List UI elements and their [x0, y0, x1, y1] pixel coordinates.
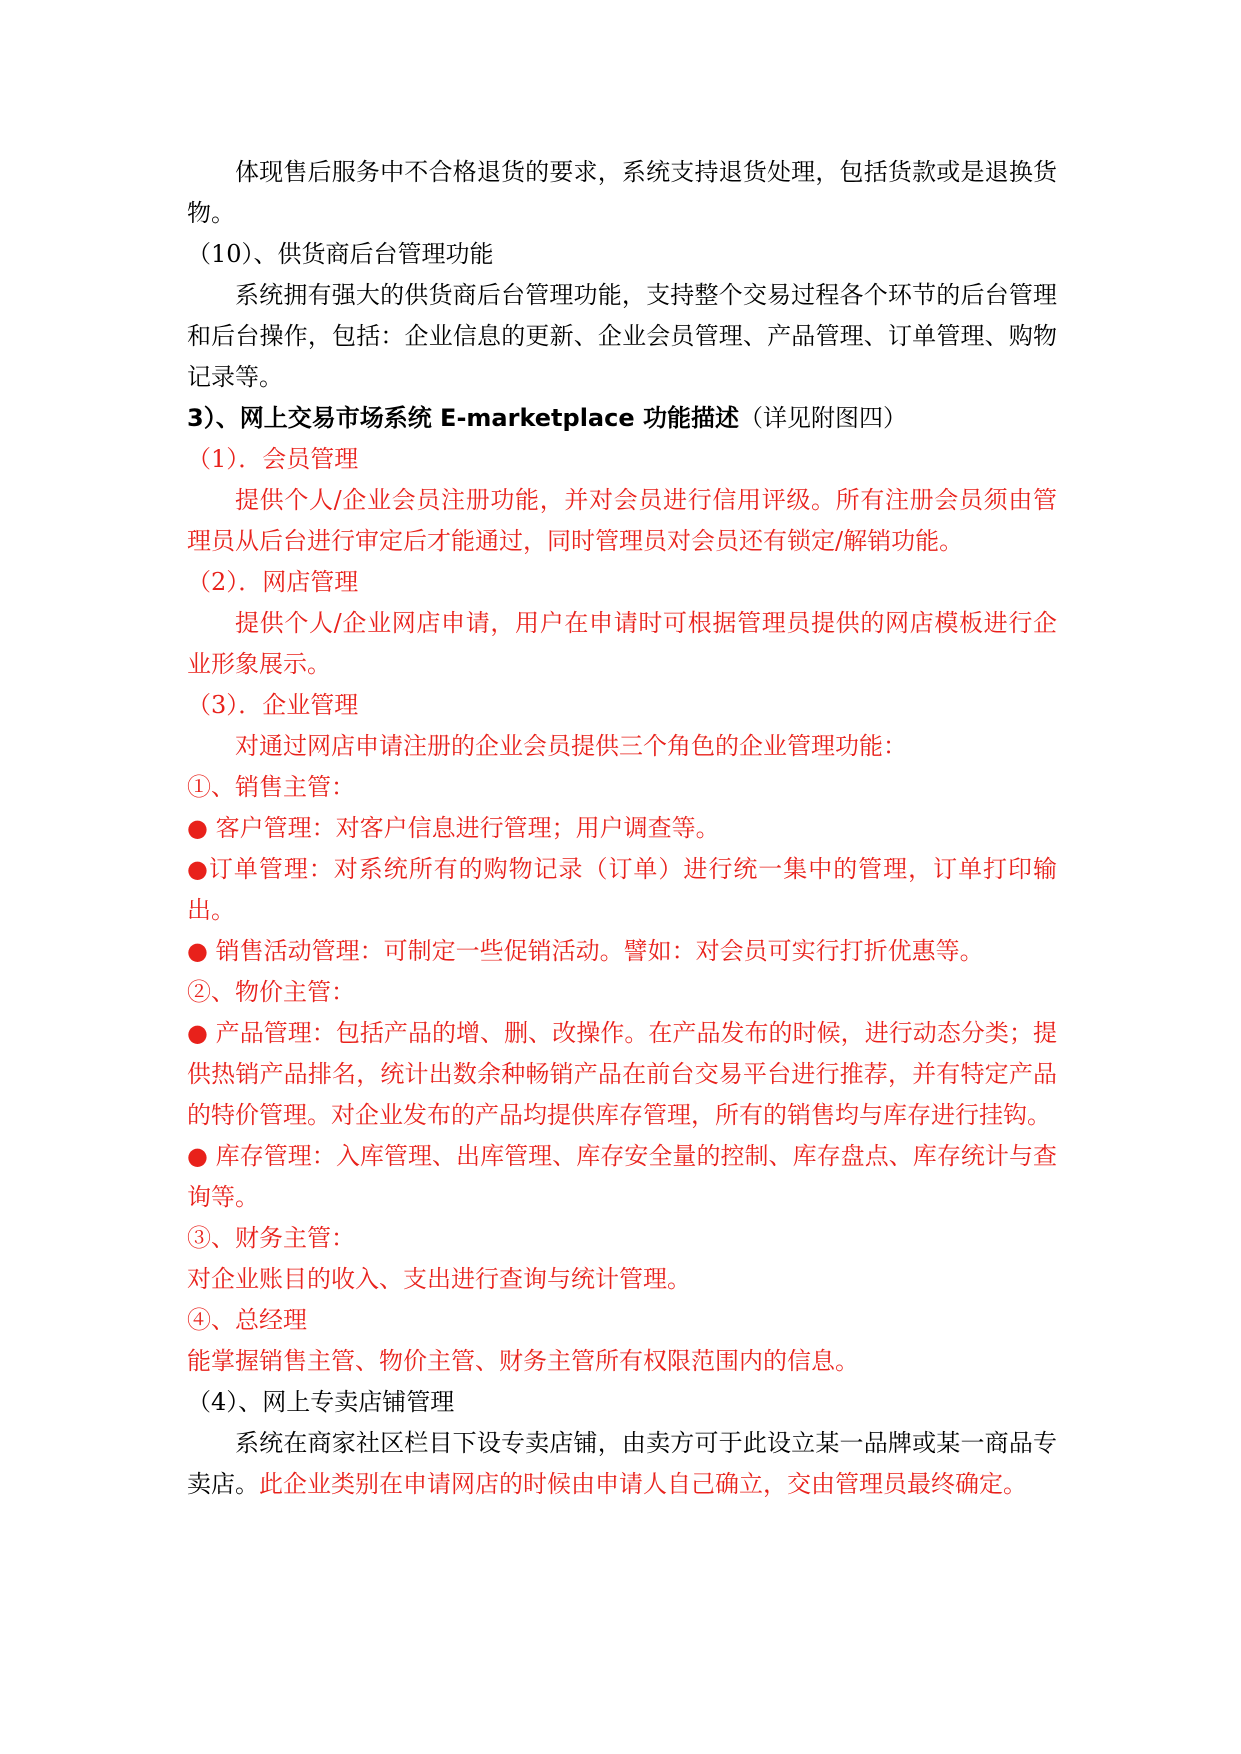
role-finance-manager: ③、财务主管：: [187, 1224, 355, 1252]
heading-e-marketplace-bold: 3）、网上交易市场系统 E-marketplace 功能描述: [187, 404, 739, 432]
paragraph-specialty-store-red: 此企业类别在申请网店的时候由申请人自己确立，交由管理员最终确定。: [259, 1470, 1027, 1498]
paragraph-return-goods: 体现售后服务中不合格退货的要求，系统支持退货处理，包括货款或是退换货物。: [187, 158, 1057, 227]
role-sales-manager: ①、销售主管：: [187, 773, 355, 801]
heading-e-marketplace-note: （详见附图四）: [738, 404, 907, 432]
bullet-order-management: ●订单管理：对系统所有的购物记录（订单）进行统一集中的管理，订单打印输出。: [187, 855, 1057, 924]
bullet-inventory-management: ● 库存管理：入库管理、出库管理、库存安全量的控制、库存盘点、库存统计与查询等。: [187, 1142, 1057, 1211]
bullet-sales-activity: ● 销售活动管理：可制定一些促销活动。譬如：对会员可实行打折优惠等。: [187, 937, 984, 965]
section-title-member-management: （1）．会员管理: [187, 445, 359, 473]
heading-e-marketplace: [187, 398, 1057, 439]
paragraph-general-manager: 能掌握销售主管、物价主管、财务主管所有权限范围内的信息。: [187, 1347, 859, 1375]
document-body: [187, 152, 1057, 1505]
section-title-specialty-store: （4）、网上专卖店铺管理: [187, 1388, 455, 1416]
paragraph-shop-management: 提供个人/企业网店申请，用户在申请时可根据管理员提供的网店模板进行企业形象展示。: [187, 609, 1057, 678]
paragraph-specialty-store-black: 系统在商家社区栏目下设专卖店铺，由卖方可于此设立某一品牌或某一商品专卖店。: [187, 1429, 1057, 1498]
role-general-manager: ④、总经理: [187, 1306, 307, 1334]
section-title-enterprise-management: （3）．企业管理: [187, 691, 359, 719]
bullet-product-management: ● 产品管理：包括产品的增、删、改操作。在产品发布的时候，进行动态分类；提供热销产品排名，统计出数余种畅销产品在前台交易平台进行推荐，并有特定产品的特价管理。对企业发布的产品均提供库存管理，所有的销售均与库存进行挂钩。: [187, 1019, 1057, 1129]
role-price-manager: ②、物价主管：: [187, 978, 355, 1006]
paragraph-supplier-backend: 系统拥有强大的供货商后台管理功能，支持整个交易过程各个环节的后台管理和后台操作，包括：企业信息的更新、企业会员管理、产品管理、订单管理、购物记录等。: [187, 281, 1057, 391]
paragraph-enterprise-management: 对通过网店申请注册的企业会员提供三个角色的企业管理功能：: [235, 732, 907, 760]
bullet-customer-management: ● 客户管理：对客户信息进行管理；用户调查等。: [187, 814, 720, 842]
paragraph-specialty-store: [187, 1423, 1057, 1505]
section-title-shop-management: （2）．网店管理: [187, 568, 359, 596]
section-title-supplier-backend: （10）、供货商后台管理功能: [187, 240, 494, 268]
paragraph-member-management: 提供个人/企业会员注册功能，并对会员进行信用评级。所有注册会员须由管理员从后台进行审定后才能通过，同时管理员对会员还有锁定/解销功能。: [187, 486, 1057, 555]
paragraph-finance-manager: 对企业账目的收入、支出进行查询与统计管理。: [187, 1265, 691, 1293]
